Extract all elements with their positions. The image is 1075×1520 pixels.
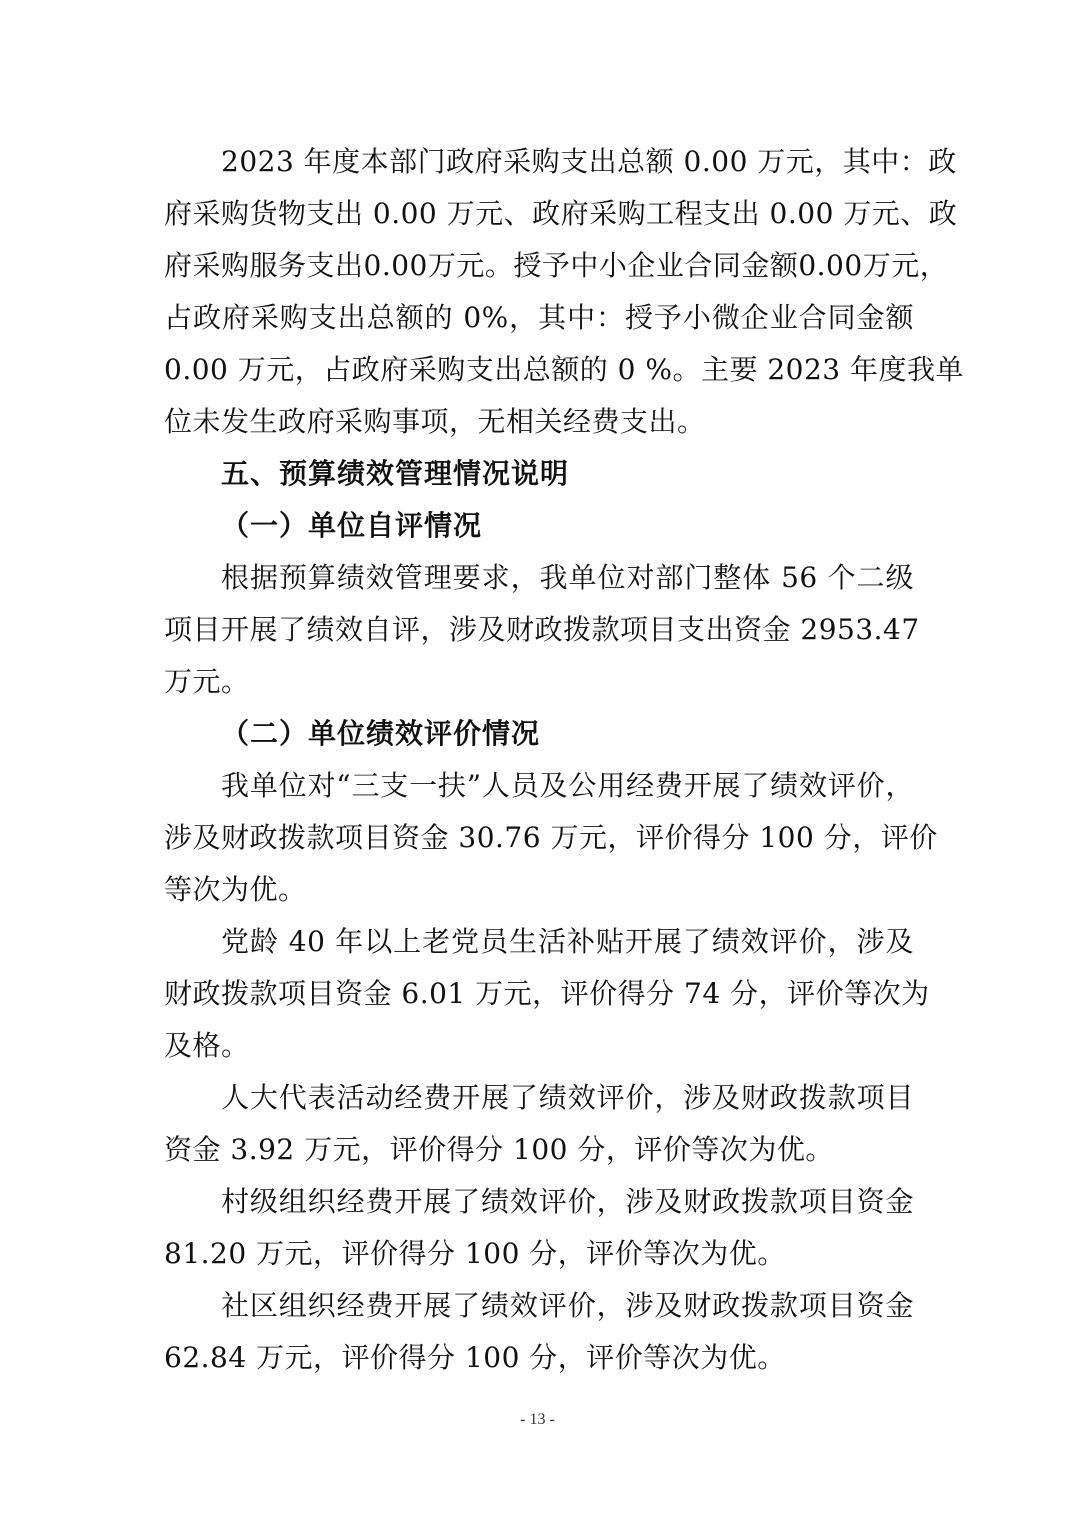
paragraph-line: 62.84 万元，评价得分 100 分，评价等次为优。	[164, 1341, 786, 1374]
page-number: - 13 -	[520, 1411, 555, 1428]
paragraph-line: 81.20 万元，评价得分 100 分，评价等次为优。	[164, 1237, 786, 1270]
paragraph-line: 项目开展了绩效自评，涉及财政拨款项目支出资金 2953.47	[164, 613, 920, 646]
paragraph-line: 村级组织经费开展了绩效评价，涉及财政拨款项目资金	[221, 1185, 914, 1218]
subsection-heading: （二）单位绩效评价情况	[221, 717, 541, 750]
paragraph-line: 资金 3.92 万元，评价得分 100 分，评价等次为优。	[164, 1133, 834, 1166]
paragraph-line: 及格。	[164, 1029, 250, 1062]
paragraph-line: 府采购货物支出 0.00 万元、政府采购工程支出 0.00 万元、政	[164, 197, 958, 230]
paragraph-line: 涉及财政拨款项目资金 30.76 万元，评价得分 100 分，评价	[164, 821, 938, 854]
paragraph-line: 党龄 40 年以上老党员生活补贴开展了绩效评价，涉及	[221, 925, 914, 958]
paragraph-line: 等次为优。	[164, 873, 307, 906]
paragraph-line: 2023 年度本部门政府采购支出总额 0.00 万元，其中：政	[221, 145, 957, 178]
paragraph-line: 位未发生政府采购事项，无相关经费支出。	[164, 405, 706, 438]
paragraph-line: 财政拨款项目资金 6.01 万元，评价得分 74 分，评价等次为	[164, 977, 930, 1010]
paragraph-line: 府采购服务支出0.00万元。授予中小企业合同金额0.00万元，	[164, 249, 949, 282]
paragraph-line: 占政府采购支出总额的 0%，其中：授予小微企业合同金额	[164, 301, 914, 334]
paragraph-line: 社区组织经费开展了绩效评价，涉及财政拨款项目资金	[221, 1289, 914, 1322]
subsection-heading: （一）单位自评情况	[221, 509, 483, 542]
paragraph-line: 我单位对“三支一扶”人员及公用经费开展了绩效评价，	[221, 769, 914, 802]
paragraph-line: 人大代表活动经费开展了绩效评价，涉及财政拨款项目	[221, 1081, 914, 1114]
section-heading: 五、预算绩效管理情况说明	[221, 457, 570, 490]
paragraph-line: 0.00 万元，占政府采购支出总额的 0 %。主要 2023 年度我单	[164, 353, 965, 386]
paragraph-line: 万元。	[164, 665, 250, 698]
paragraph-line: 根据预算绩效管理要求，我单位对部门整体 56 个二级	[221, 561, 914, 594]
